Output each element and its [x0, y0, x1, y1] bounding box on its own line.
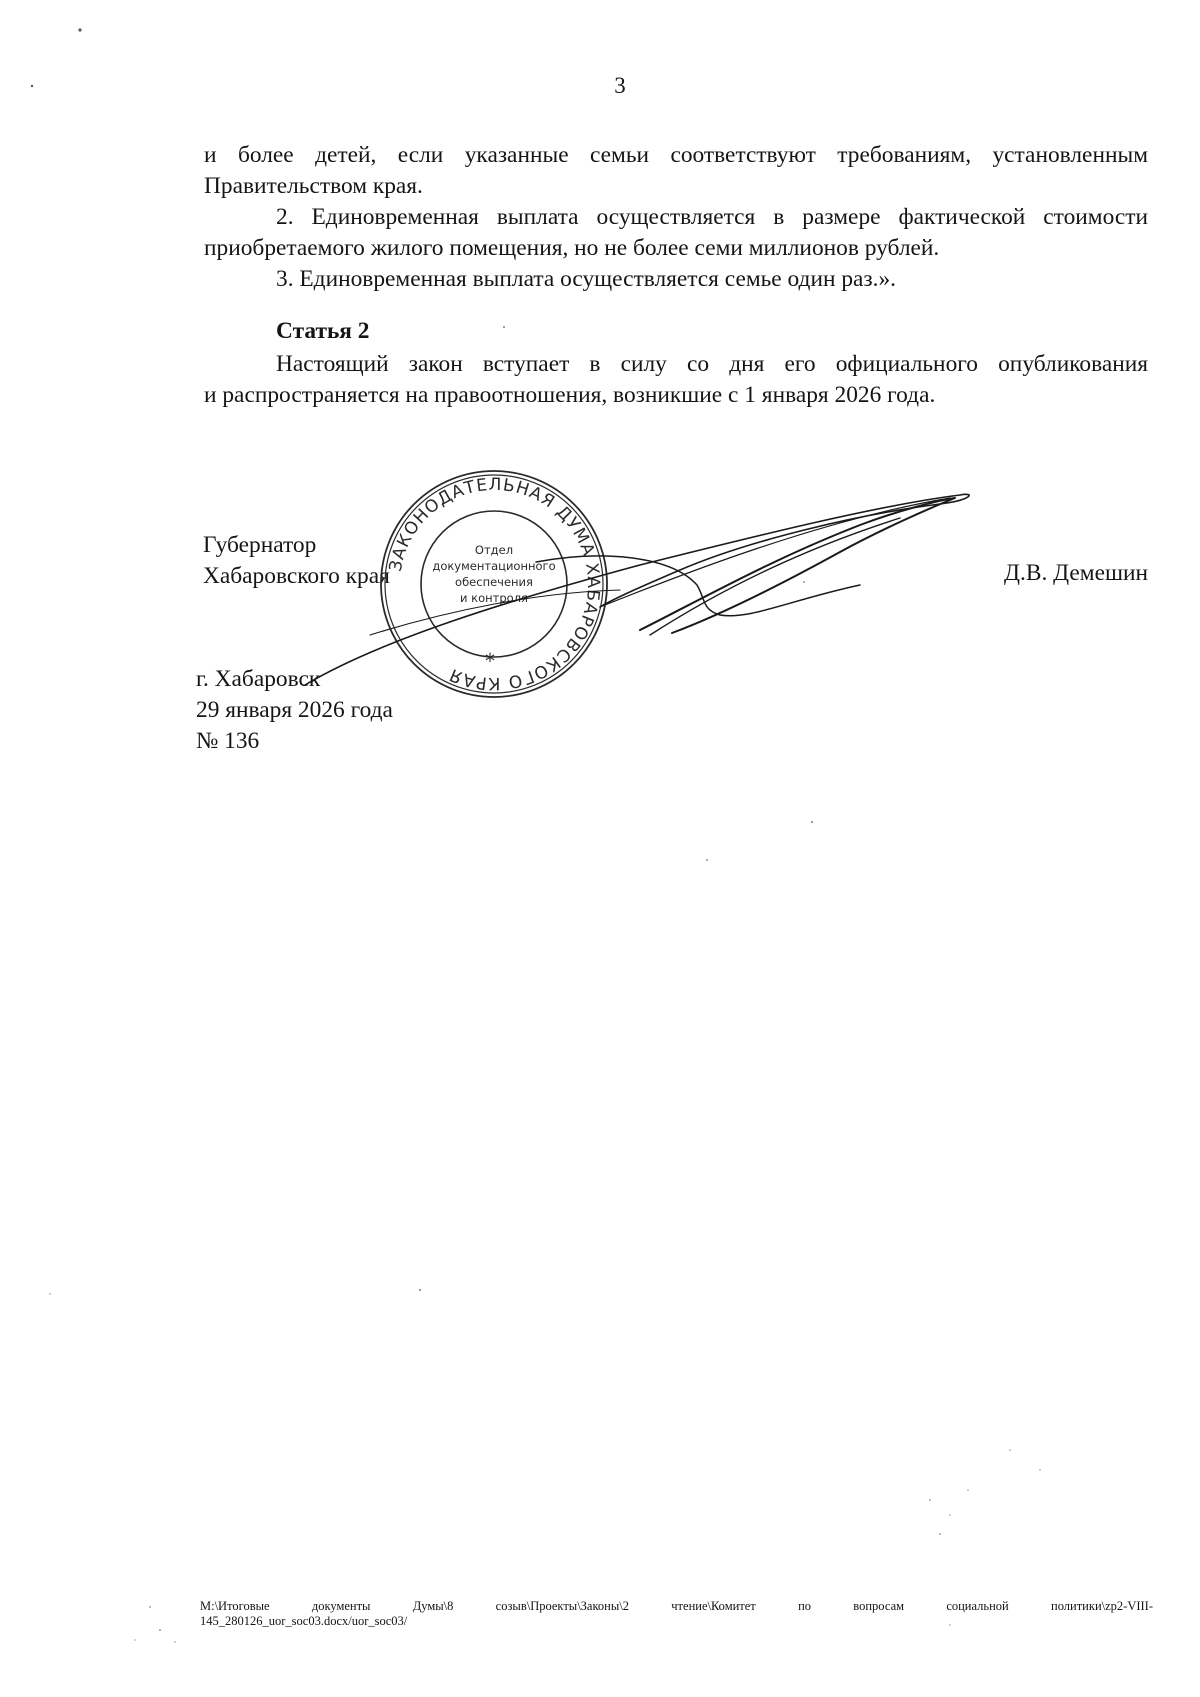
- item-3-line: 3. Единовременная выплата осуществляется семье один раз.».: [276, 266, 897, 292]
- continuation-line-1: и более детей, если указанные семьи соответствуют требованиям, установленным: [204, 142, 1148, 168]
- place-date-block: [196, 664, 393, 757]
- law-number: № 136: [196, 728, 260, 754]
- item-2-line-2: приобретаемого жилого помещения, но не более семи миллионов рублей.: [204, 235, 940, 261]
- continuation-line-2: Правительством края.: [204, 173, 423, 199]
- article-2-line-2: и распространяется на правоотношения, возникшие с 1 января 2026 года.: [204, 382, 936, 408]
- footer-path-line-1: М:\Итоговые документы Думы\8 созыв\Проекты\Законы\2 чтение\Комитет по вопросам социальной политики\zp2-VIII-: [200, 1599, 1153, 1613]
- handwritten-signature: [300, 480, 980, 690]
- article-2-paragraph: [204, 349, 1148, 411]
- seal-center-line-3: обеспечения: [455, 575, 533, 589]
- article-2-title: Статья 2: [276, 318, 370, 344]
- continuation-paragraph: [204, 140, 1148, 202]
- city: г. Хабаровск: [196, 666, 321, 692]
- footer-path-line-2: 145_280126_uor_soc03.docx/uor_soc03/: [200, 1614, 408, 1628]
- seal-center-line-1: Отдел: [474, 543, 514, 557]
- position-line-1: Губернатор: [203, 532, 317, 558]
- seal-center-line-2: документационного: [432, 559, 556, 573]
- item-2-paragraph: [204, 202, 1148, 264]
- date: 29 января 2026 года: [196, 697, 393, 723]
- seal-star: *: [485, 649, 495, 673]
- article-2-line-1: Настоящий закон вступает в силу со дня его официального опубликования: [276, 351, 1148, 377]
- seal-center-line-4: и контроля: [460, 591, 528, 605]
- footer-file-path: [200, 1599, 1153, 1629]
- page-number: 3: [614, 73, 626, 98]
- position-line-2: Хабаровского края: [203, 563, 390, 589]
- item-2-line-1: 2. Единовременная выплата осуществляется в размере фактической стоимости: [276, 204, 1148, 230]
- item-3-paragraph: [204, 264, 1148, 295]
- governor-name: Д.В. Демешин: [1004, 560, 1148, 586]
- seal-ring-text: ЗАКОНОДАТЕЛЬНАЯ ДУМА ХАБАРОВСКОГО КРАЯ: [385, 474, 604, 694]
